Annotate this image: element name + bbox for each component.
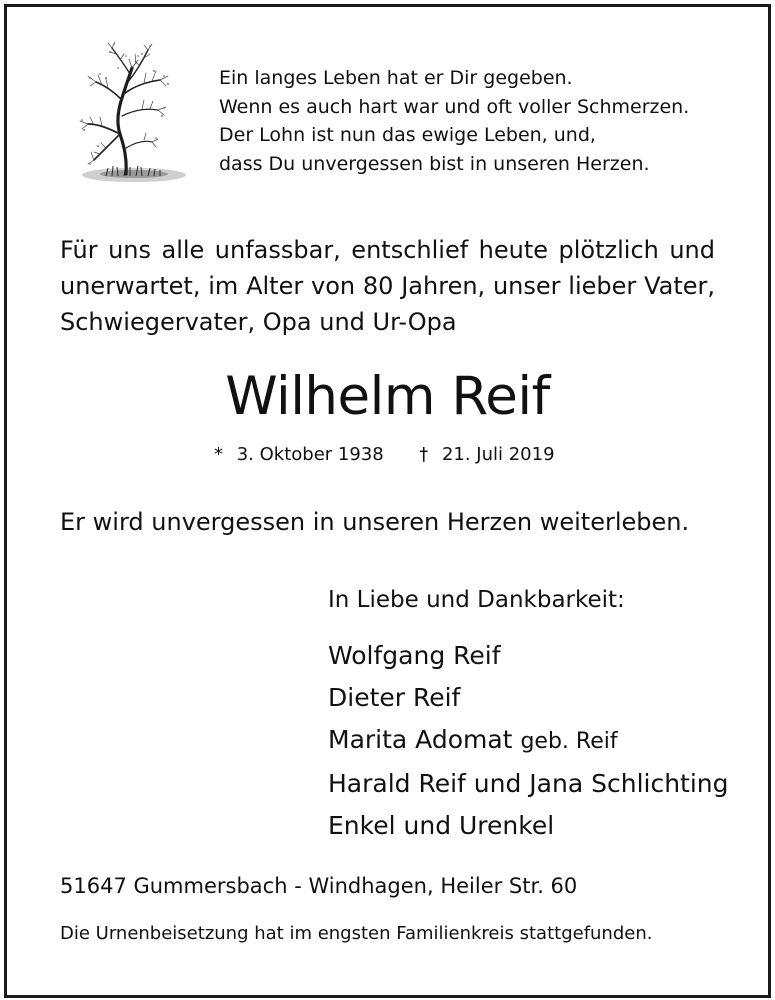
poem-line: Wenn es auch hart war und oft voller Schmerzen. <box>219 95 690 118</box>
closing-line: Er wird unvergessen in unseren Herzen weiterleben. <box>60 508 690 536</box>
birth-date: 3. Oktober 1938 <box>236 444 384 465</box>
intro-line: Für uns alle unfassbar, entschlief heute plötzlich und <box>60 236 715 264</box>
poem-line: Der Lohn ist nun das ewige Leben, und, <box>219 124 596 146</box>
burial-note: Die Urnenbeisetzung hat im engsten Familienkreis stattgefunden. <box>60 923 653 944</box>
mourner <box>328 763 729 805</box>
death-date: 21. Juli 2019 <box>441 444 555 465</box>
bare-tree-icon <box>56 38 196 198</box>
mourner-name: Wolfgang Reif <box>328 641 501 670</box>
mourner <box>328 677 729 719</box>
mourner-name: Enkel und Urenkel <box>328 811 555 840</box>
intro-text <box>60 232 715 340</box>
poem-line: Ein langes Leben hat er Dir gegeben. <box>219 67 573 89</box>
life-dates <box>214 443 555 467</box>
poem <box>219 64 689 178</box>
mourner-name: Dieter Reif <box>328 683 461 712</box>
mourner <box>328 805 729 847</box>
mourner <box>328 719 729 763</box>
address: 51647 Gummersbach - Windhagen, Heiler Str. 60 <box>60 874 578 898</box>
death-symbol: † <box>419 444 429 465</box>
mourners-list <box>328 635 729 847</box>
mourner-suffix: geb. Reif <box>520 729 618 754</box>
signoff: In Liebe und Dankbarkeit: <box>328 587 625 613</box>
mourner-name: Marita Adomat <box>328 725 513 754</box>
intro-line: unerwartet, im Alter von 80 Jahren, unser lieber Vater, <box>60 272 715 300</box>
mourner <box>328 635 729 677</box>
mourner-name: Harald Reif und Jana Schlichting <box>328 769 729 798</box>
poem-line: dass Du unvergessen bist in unseren Herzen. <box>219 152 650 175</box>
intro-line: Schwiegervater, Opa und Ur-Opa <box>60 308 457 336</box>
deceased-name: Wilhelm Reif <box>225 366 550 427</box>
birth-symbol: * <box>214 444 223 465</box>
